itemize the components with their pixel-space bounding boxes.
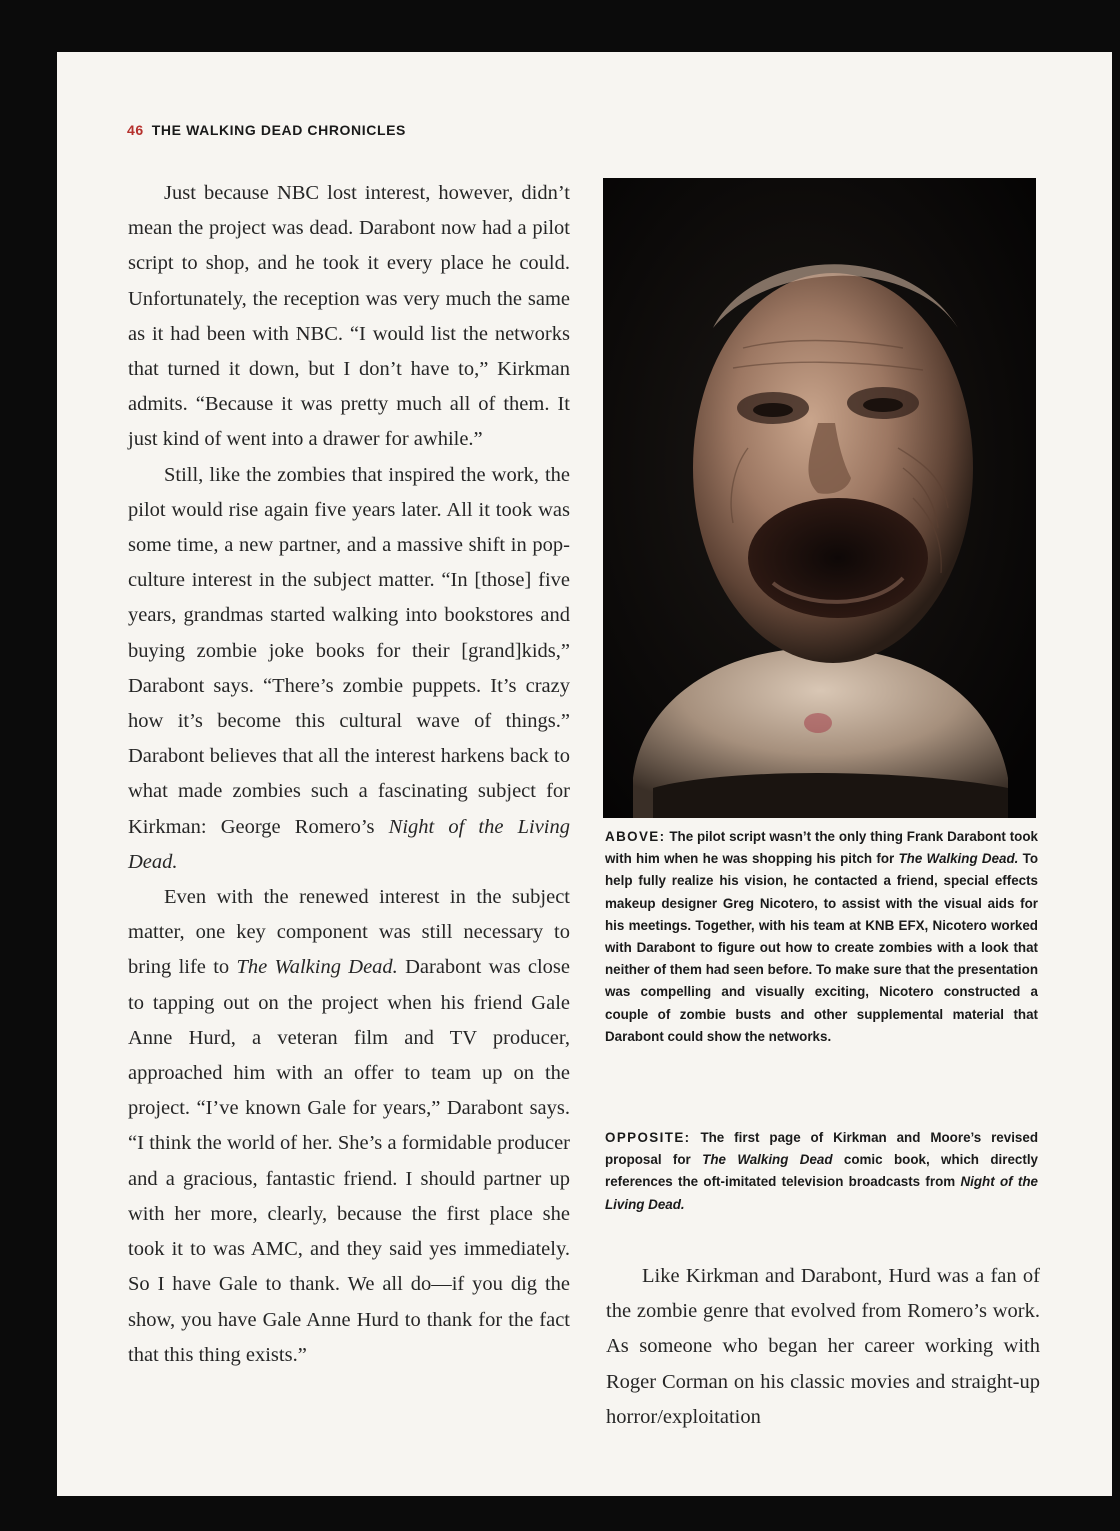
film-title: Night of the Living Dead. xyxy=(128,815,571,873)
caption-above-text-a: The pilot script wasn’t the only thing Frank Darabont took with him when he was shopping his pitch for xyxy=(605,829,1038,867)
caption-opposite xyxy=(605,1127,1038,1216)
body-column-right xyxy=(606,1259,1040,1435)
caption-opposite-title-a: The Walking Dead xyxy=(702,1152,833,1168)
zombie-bust-photo xyxy=(603,178,1036,818)
paragraph-3-text-a: Even with the renewed interest in the subject matter, one key component was still necessary to bring life to xyxy=(128,886,570,979)
paragraph-2 xyxy=(128,458,570,880)
caption-above-text-b: To help fully realize his vision, he contacted a friend, special effects makeup designer Greg Nicotero, to assist with the visual aids for his meetings. Together, with his team at KNB EFX, Nicotero worked with Darabont to figure out how to create zombies with a look that neither of them had seen before. To make sure that the presentation was compelling and visually exciting, Nicotero constructed a couple of zombie busts and other supplemental material that Darabont could show the networks. xyxy=(605,851,1038,1044)
paragraph-2-text: Still, like the zombies that inspired the work, the pilot would rise again five years later. All it took was some time, a new partner, and a massive shift in pop-culture interest in the subject matter. “In [those] five years, grandmas started walking into bookstores and buying zombie joke books for their [grand]kids,” Darabont says. “There’s zombie puppets. It’s crazy how it’s become this cultural wave of things.” Darabont believes that all the interest harkens back to what made zombies such a fascinating subject for Kirkman: George Romero’s xyxy=(128,463,570,838)
running-head xyxy=(127,122,406,138)
book-title: THE WALKING DEAD CHRONICLES xyxy=(151,122,406,138)
caption-label-opposite: OPPOSITE: xyxy=(605,1130,691,1145)
show-title: The Walking Dead. xyxy=(236,956,398,979)
caption-opposite-text-b: comic book, which directly references the oft-imitated television broadcasts from xyxy=(605,1152,1038,1190)
paragraph-4: Like Kirkman and Darabont, Hurd was a fan of the zombie genre that evolved from Romero’s work. As someone who began her career working with Roger Corman on his classic movies and straight-up horror/exploitation xyxy=(606,1265,1040,1428)
caption-label-above: ABOVE: xyxy=(605,829,666,844)
caption-opposite-title-b: Night of the Living Dead. xyxy=(605,1174,1038,1212)
paragraph-3-text-b: Darabont was close to tapping out on the project when his friend Gale Anne Hurd, a veteran film and TV producer, approached him with an offer to team up on the project. “I’ve known Gale for years,” Darabont says. “I think the world of her. She’s a formidable producer and a gracious, fantastic friend. I should partner up with her more, clearly, because the first place she took it to was AMC, and they said yes immediately. So I have Gale to thank. We all do—if you dig the show, you have Gale Anne Hurd to thank for the fact that this thing exists.” xyxy=(128,956,570,1366)
zombie-bust-image xyxy=(603,178,1036,818)
caption-opposite-text-a: The first page of Kirkman and Moore’s revised proposal for xyxy=(605,1130,1038,1168)
paragraph-3 xyxy=(128,880,570,1373)
body-column-left xyxy=(128,176,570,1373)
paragraph-1: Just because NBC lost interest, however, didn’t mean the project was dead. Darabont now had a pilot script to shop, and he took it every place he could. Unfortunately, the reception was very much the same as it had been with NBC. “I would list the networks that turned it down, but I don’t have to,” Kirkman admits. “Because it was pretty much all of them. It just kind of went into a drawer for awhile.” xyxy=(128,182,570,451)
caption-above-title: The Walking Dead. xyxy=(898,851,1019,867)
page-number: 46 xyxy=(127,122,144,138)
caption-above xyxy=(605,826,1038,1048)
